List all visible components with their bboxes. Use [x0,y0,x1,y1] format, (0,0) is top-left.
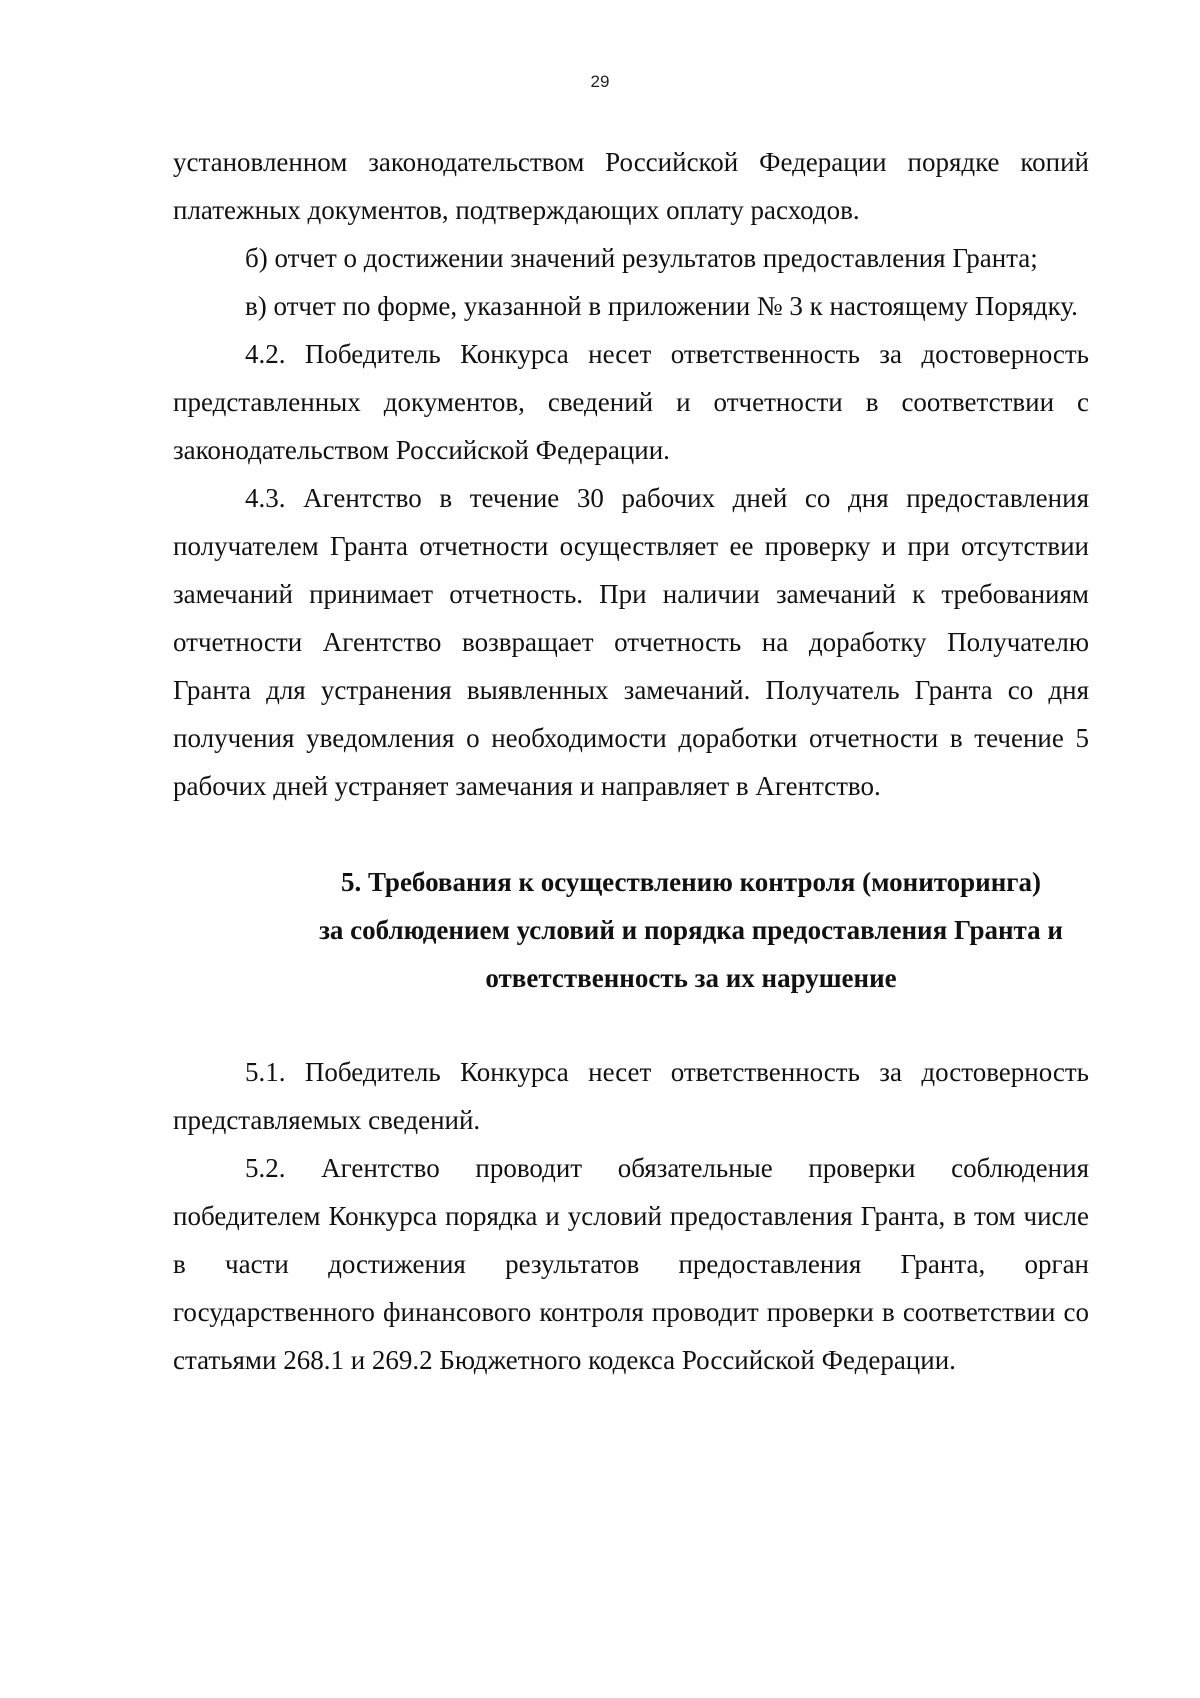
section-heading-line-3: ответственность за их нарушение [485,963,897,993]
paragraph-item-v: в) отчет по форме, указанной в приложении № 3 к настоящему Порядку. [245,291,1078,321]
section-heading [173,858,1089,1002]
section-heading-line-2: за соблюдением условий и порядка предоставления Гранта и [319,915,1063,945]
paragraph-item-b: б) отчет о достижении значений результатов предоставления Гранта; [245,243,1038,273]
paragraph-4-2: 4.2. Победитель Конкурса несет ответственность за достоверность представленных документов, сведений и отчетности в соответствии с законодательством Российской Федерации. [173,339,1089,465]
page-number: 29 [590,72,610,91]
paragraph-5-2: 5.2. Агентство проводит обязательные проверки соблюдения победителем Конкурса порядка и условий предоставления Гранта, в том числе в части достижения результатов предоставления Гранта, орган государственного финансового контроля проводит проверки в соответствии со статьями 268.1 и 269.2 Бюджетного кодекса Российской Федерации. [173,1153,1089,1375]
paragraph-4-3: 4.3. Агентство в течение 30 рабочих дней со дня предоставления получателем Гранта отчетности осуществляет ее проверку и при отсутствии замечаний принимает отчетность. При наличии замечаний к требованиям отчетности Агентство возвращает отчетность на доработку Получателю Гранта для устранения выявленных замечаний. Получатель Гранта со дня получения уведомления о необходимости доработки отчетности в течение 5 рабочих дней устраняет замечания и направляет в Агентство. [173,483,1089,801]
document-body [173,138,1089,1384]
paragraph-continuation: установленном законодательством Российской Федерации порядке копий платежных документов, подтверждающих оплату расходов. [173,147,1089,225]
section-heading-line-1: 5. Требования к осуществлению контроля (мониторинга) [340,867,1042,897]
paragraph-5-1: 5.1. Победитель Конкурса несет ответственность за достоверность представляемых сведений. [173,1057,1089,1135]
